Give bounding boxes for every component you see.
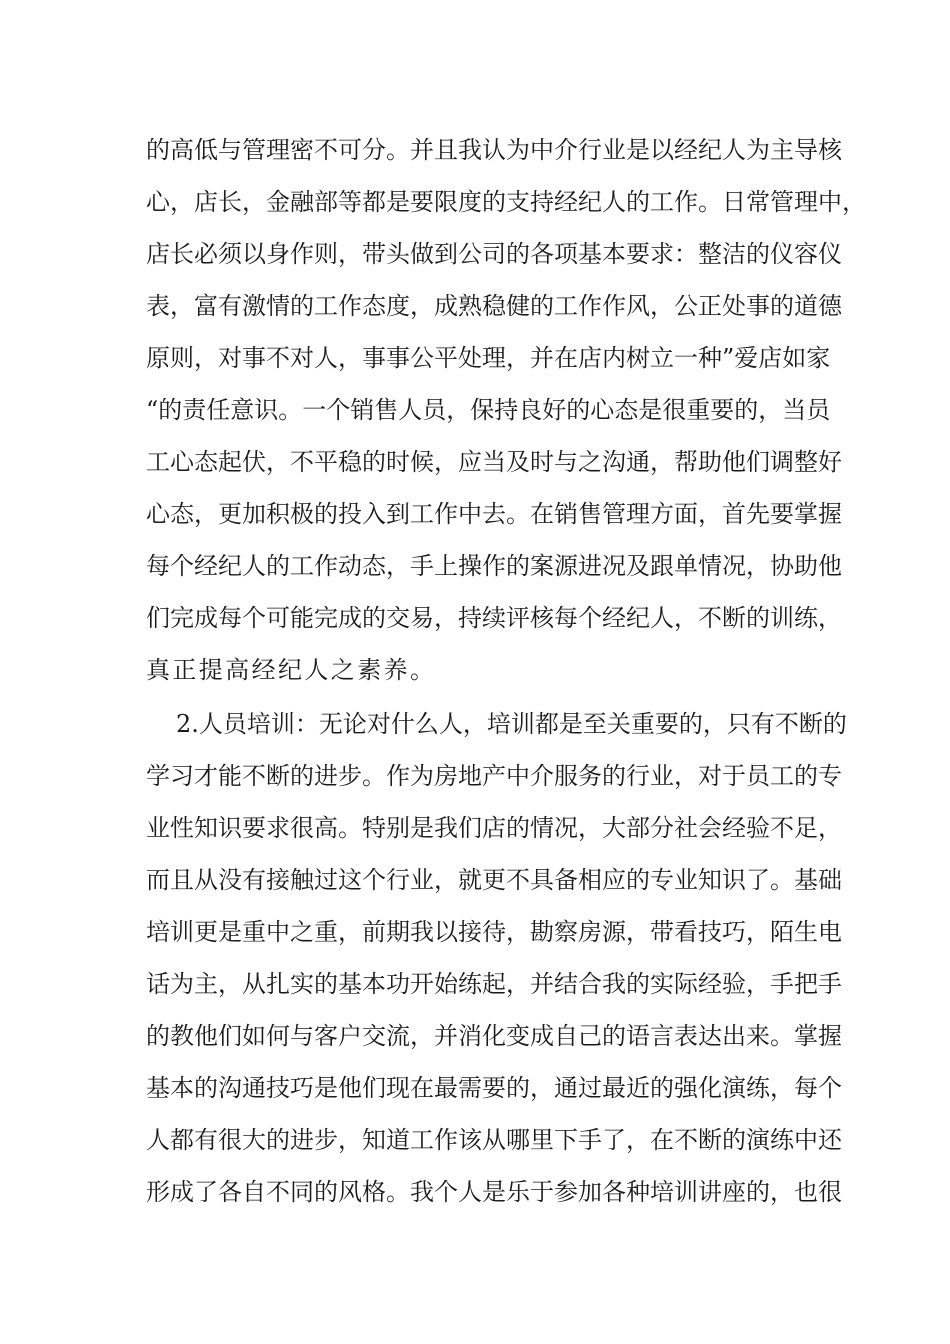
text-line: 表，富有激情的工作态度，成熟稳健的工作作风，公正处事的道德 xyxy=(146,292,842,320)
text-line: 形成了各自不同的风格。我个人是乐于参加各种培训讲座的，也很 xyxy=(146,1178,842,1206)
text-line: “的责任意识。一个销售人员，保持良好的心态是很重要的，当员 xyxy=(146,396,831,424)
text-line: 工心态起伏，不平稳的时候，应当及时与之沟通，帮助他们调整好 xyxy=(146,448,842,476)
text-line: 学习才能不断的进步。作为房地产中介服务的行业，对于员工的专 xyxy=(146,762,842,790)
text-line: 的高低与管理密不可分。并且我认为中介行业是以经纪人为主导核 xyxy=(146,136,842,164)
text-line: 业性知识要求很高。特别是我们店的情况，大部分社会经验不足， xyxy=(146,814,842,842)
text-line: 每个经纪人的工作动态，手上操作的案源进况及跟单情况，协助他 xyxy=(146,552,842,580)
text-line: 基本的沟通技巧是他们现在最需要的，通过最近的强化演练，每个 xyxy=(146,1074,842,1102)
text-line: 话为主，从扎实的基本功开始练起，并结合我的实际经验，手把手 xyxy=(146,970,842,998)
text-line: 人都有很大的进步，知道工作该从哪里下手了，在不断的演练中还 xyxy=(146,1126,842,1154)
text-line: 们完成每个可能完成的交易，持续评核每个经纪人，不断的训练， xyxy=(146,604,842,632)
text-line: 的教他们如何与客户交流，并消化变成自己的语言表达出来。掌握 xyxy=(146,1022,842,1050)
text-line-last: 真正提高经纪人之素养。 xyxy=(146,656,437,684)
text-line: 原则，对事不对人，事事公平处理，并在店内树立一种”爱店如家 xyxy=(146,344,831,372)
text-line: 心，店长，金融部等都是要限度的支持经纪人的工作。日常管理中， xyxy=(146,188,866,216)
text-line: 而且从没有接触过这个行业，就更不具备相应的专业知识了。基础 xyxy=(146,866,842,894)
text-line: 心态，更加积极的投入到工作中去。在销售管理方面，首先要掌握 xyxy=(146,500,842,528)
paragraph-first-line: 2.人员培训：无论对什么人，培训都是至关重要的，只有不断的 xyxy=(176,710,847,738)
text-line: 店长必须以身作则，带头做到公司的各项基本要求：整洁的仪容仪 xyxy=(146,240,842,268)
text-line: 培训更是重中之重，前期我以接待，勘察房源，带看技巧，陌生电 xyxy=(146,918,842,946)
